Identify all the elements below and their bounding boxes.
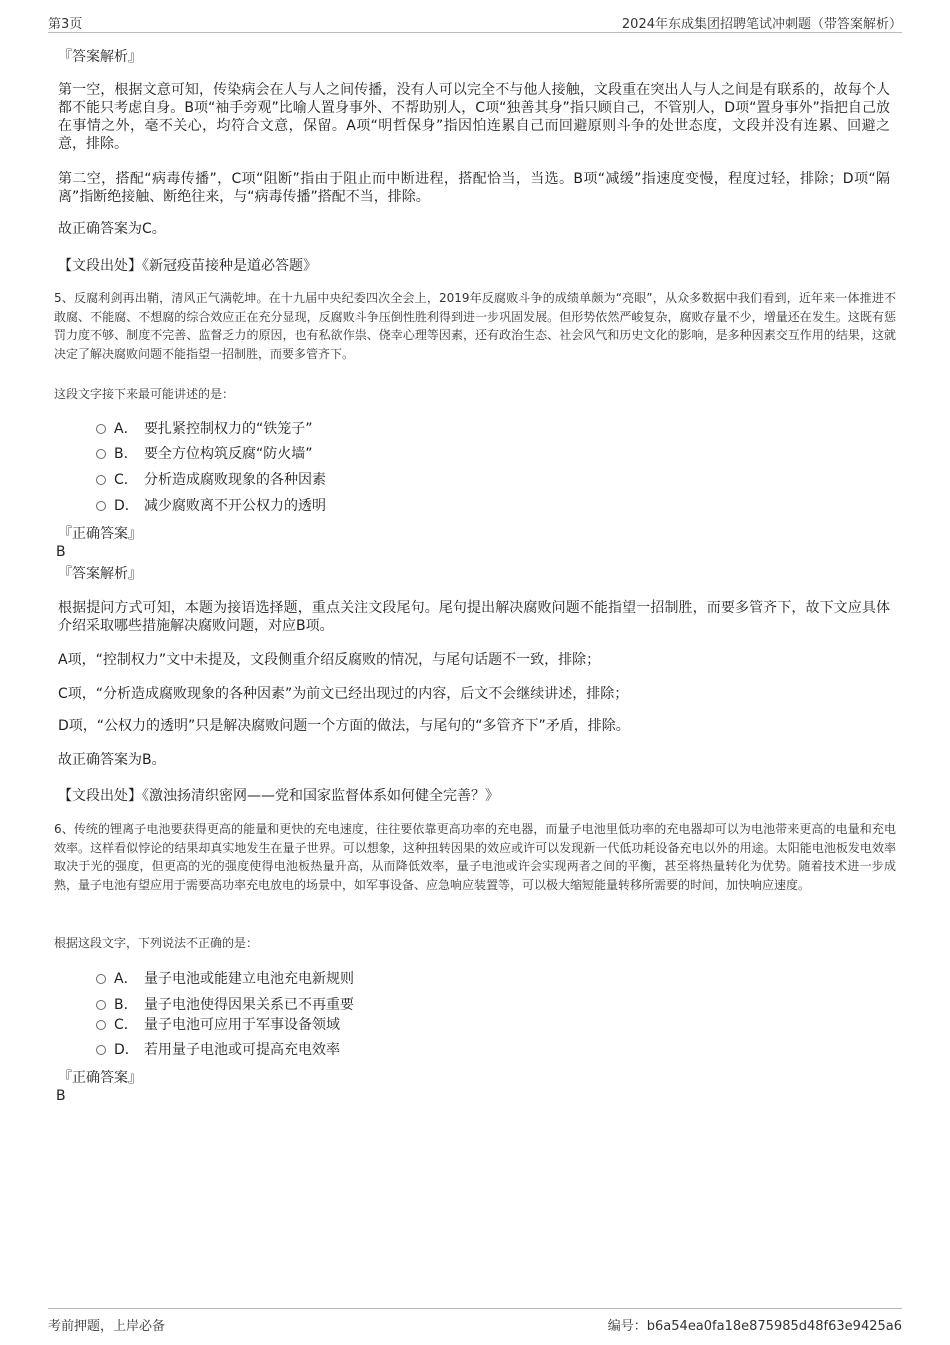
option-d[interactable]: D． 减少腐败离不开公权力的透明	[96, 497, 326, 515]
analysis-paragraph-2: A项，“控制权力”文中未提及，文段侧重介绍反腐败的情况，与尾句话题不一致，排除；	[58, 652, 601, 668]
analysis-paragraph-3: C项，“分析造成腐败现象的各种因素”为前文已经出现过的内容，后文不会继续讲述，排除；	[58, 686, 629, 702]
analysis-label: 『答案解析』	[58, 566, 142, 582]
option-b[interactable]: B． 量子电池使得因果关系已不再重要	[96, 996, 354, 1014]
source-citation: 【文段出处】《激浊扬清织密网——党和国家监督体系如何健全完善？》	[58, 788, 499, 804]
option-b[interactable]: B． 要全方位构筑反腐“防火墙”	[96, 445, 313, 463]
question-6-text: 6、传统的锂离子电池要获得更高的能量和更快的充电速度，往往要依靠更高功率的充电器，而量子电池里低功率的充电器却可以为电池带来更高的电量和充电效率。这样看似悖论的结果却真实地发生在量子世界。可以想象，这种扭转因果的效应或许可以发现新一代低功耗设备充电以外的用途。太阳能电池板发电效率取决于光的强度，但更高的光的强度使得电池板热量升高，从而降低效率，量子电池或许会实现两者之间的平衡，甚至将热量转化为优势。随着技术进一步成熟，量子电池有望应用于需要高功率充电放电的场景中，如军事设备、应急响应装置等，可以极大缩短能量转移所需要的时间，加快响应速度。	[54, 822, 896, 892]
correct-answer-label: 『正确答案』	[58, 1070, 142, 1086]
radio-icon[interactable]	[96, 1045, 106, 1055]
analysis-conclusion: 故正确答案为C。	[58, 221, 166, 237]
analysis-paragraph-4: D项，“公权力的透明”只是解决腐败问题一个方面的做法，与尾句的“多管齐下”矛盾，排除。	[58, 718, 630, 734]
document-title: 2024年东成集团招聘笔试冲刺题（带答案解析）	[621, 17, 902, 32]
radio-icon[interactable]	[96, 974, 106, 984]
analysis-label: 『答案解析』	[58, 49, 142, 65]
page-number: 第3页	[48, 17, 83, 32]
correct-answer-label: 『正确答案』	[58, 526, 142, 542]
question-5-prompt: 这段文字接下来最可能讲述的是：	[54, 387, 235, 401]
option-a[interactable]: A． 量子电池或能建立电池充电新规则	[96, 970, 354, 988]
option-a[interactable]: A． 要扎紧控制权力的“铁笼子”	[96, 420, 313, 438]
page-header	[48, 10, 902, 33]
correct-answer: B	[56, 1088, 66, 1104]
radio-icon[interactable]	[96, 501, 106, 511]
source-citation: 【文段出处】《新冠疫苗接种是道必答题》	[58, 258, 317, 274]
radio-icon[interactable]	[96, 449, 106, 459]
analysis-paragraph-2: 第二空，搭配“病毒传播”，C项“阻断”指由于阻止而中断进程，搭配恰当，当选。B项“减缓”指速度变慢，程度过轻，排除；D项“隔离”指断绝接触、断绝往来，与“病毒传播”搭配不当，排除。	[58, 171, 890, 205]
option-c[interactable]: C． 量子电池可应用于军事设备领域	[96, 1016, 340, 1034]
radio-icon[interactable]	[96, 475, 106, 485]
radio-icon[interactable]	[96, 1020, 106, 1030]
footer-slogan: 考前押题，上岸必备	[48, 1319, 166, 1334]
document-serial: 编号：b6a54ea0fa18e875985d48f63e9425a6	[607, 1319, 902, 1334]
analysis-conclusion: 故正确答案为B。	[58, 752, 166, 768]
correct-answer: B	[56, 544, 66, 560]
question-6-prompt: 根据这段文字，下列说法不正确的是：	[54, 936, 259, 950]
option-c[interactable]: C． 分析造成腐败现象的各种因素	[96, 471, 326, 489]
question-5-text: 5、反腐利剑再出鞘，清风正气满乾坤。在十九届中央纪委四次全会上，2019年反腐败斗争的成绩单颇为“亮眼”，从众多数据中我们看到，近年来一体推进不敢腐、不能腐、不想腐的综合效应正在充分显现，反腐败斗争压倒性胜利得到进一步巩固发展。但形势依然严峻复杂，腐败存量不少，增量还在发生。这既有惩罚力度不够、制度不完善、监督乏力的原因，也有私欲作祟、侥幸心理等因素，还有政治生态、社会风气和历史文化的影响，是多种因素交互作用的结果，这就决定了解决腐败问题不能指望一招制胜，而要多管齐下。	[54, 291, 896, 361]
analysis-paragraph-1: 根据提问方式可知，本题为接语选择题，重点关注文段尾句。尾句提出解决腐败问题不能指望一招制胜，而要多管齐下，故下文应具体介绍采取哪些措施解决腐败问题，对应B项。	[58, 600, 890, 634]
option-d[interactable]: D． 若用量子电池或可提高充电效率	[96, 1041, 340, 1059]
radio-icon[interactable]	[96, 1000, 106, 1010]
radio-icon[interactable]	[96, 424, 106, 434]
analysis-paragraph-1: 第一空，根据文意可知，传染病会在人与人之间传播，没有人可以完全不与他人接触，文段重在突出人与人之间是有联系的，故每个人都不能只考虑自身。B项“袖手旁观”比喻人置身事外、不帮助别人，C项“独善其身”指只顾自己，不管别人，D项“置身事外”指把自己放在事情之外，毫不关心，均符合文意，保留。A项“明哲保身”指因怕连累自己而回避原则斗争的处世态度，文段并没有连累、回避之意，排除。	[58, 82, 890, 152]
page-footer	[48, 1308, 902, 1333]
